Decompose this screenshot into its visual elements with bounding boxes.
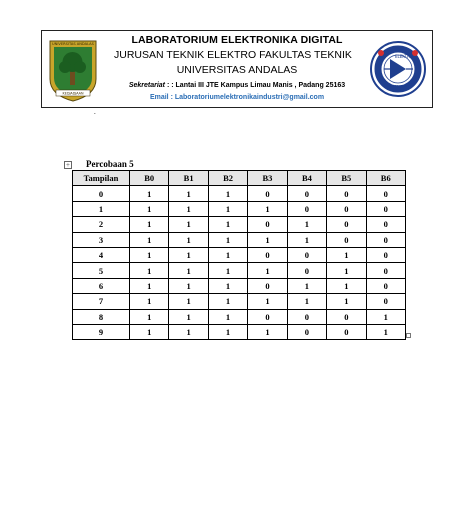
right-logo-text-bottom: PT TEKNIK [390,84,406,88]
bit-cell: 1 [130,201,169,216]
bit-cell: 1 [327,247,366,262]
bit-cell: 1 [287,294,326,309]
display-cell: 7 [73,294,130,309]
column-header: B5 [327,171,366,186]
right-logo-text: ELEKTRO [395,54,413,59]
column-header: B0 [130,171,169,186]
display-cell: 6 [73,278,130,293]
table-move-handle[interactable]: + [64,161,72,169]
column-header: B2 [208,171,247,186]
bit-cell: 1 [169,324,208,339]
table-row [73,309,406,324]
bit-cell: 1 [208,324,247,339]
bit-cell: 1 [130,294,169,309]
bit-cell: 1 [169,201,208,216]
bit-cell: 0 [287,324,326,339]
lab-title: LABORATORIUM ELEKTRONIKA DIGITAL [131,34,343,46]
left-logo-text-bottom: KEDJADJAAN [62,91,84,96]
bit-cell: 1 [130,247,169,262]
email-line: Email : Laboratoriumelektronikaindustri@gmail.com [149,94,325,101]
bit-cell: 0 [248,217,287,232]
bit-cell: 1 [208,232,247,247]
column-header: B3 [248,171,287,186]
table-row [73,324,406,339]
bit-cell: 1 [366,324,405,339]
address-text: : : Lantai III JTE Kampus Limau Manis , Padang 25163 [166,82,346,89]
bit-cell: 0 [287,263,326,278]
table-row [73,294,406,309]
column-header: B4 [287,171,326,186]
bit-cell: 0 [248,247,287,262]
bit-cell: 1 [248,294,287,309]
table-row [73,247,406,262]
lab-logo-icon [370,39,426,99]
bit-cell: 0 [366,278,405,293]
bit-cell: 1 [287,232,326,247]
bit-cell: 1 [248,324,287,339]
stray-dot: . [94,108,96,116]
bit-cell: 1 [208,263,247,278]
bit-cell: 1 [169,217,208,232]
address-label: Sekretariat [128,82,166,89]
bit-cell: 0 [366,201,405,216]
bit-cell: 0 [327,309,366,324]
bit-cell: 1 [130,232,169,247]
display-cell: 3 [73,232,130,247]
bit-cell: 1 [169,247,208,262]
bit-cell: 0 [327,201,366,216]
bit-cell: 0 [366,217,405,232]
column-header: B6 [366,171,405,186]
display-cell: 8 [73,309,130,324]
bit-cell: 0 [287,309,326,324]
table-row [73,201,406,216]
bit-cell: 1 [366,309,405,324]
bit-cell: 0 [287,247,326,262]
bit-cell: 0 [366,294,405,309]
table-header-row [73,171,406,186]
display-cell: 2 [73,217,130,232]
bit-cell: 0 [287,201,326,216]
bit-cell: 1 [287,217,326,232]
letterhead [41,30,433,108]
table-row [73,278,406,293]
bit-cell: 1 [287,278,326,293]
experiment-caption: Percobaan 5 [86,159,134,169]
bit-cell: 1 [208,201,247,216]
table-body [73,186,406,340]
bit-cell: 1 [208,278,247,293]
table-row [73,232,406,247]
bit-cell: 0 [327,186,366,201]
bit-cell: 1 [130,324,169,339]
bit-cell: 1 [130,186,169,201]
table-resize-handle[interactable] [406,333,411,338]
bit-cell: 1 [130,309,169,324]
bit-cell: 1 [130,217,169,232]
bit-cell: 1 [208,294,247,309]
table-row [73,263,406,278]
table-row [73,186,406,201]
display-cell: 9 [73,324,130,339]
university-line: UNIVERSITAS ANDALAS [176,64,298,76]
bit-cell: 1 [208,247,247,262]
bit-cell: 1 [327,263,366,278]
bit-cell: 0 [248,309,287,324]
bit-cell: 0 [248,278,287,293]
display-cell: 1 [73,201,130,216]
bit-cell: 0 [366,263,405,278]
bit-cell: 1 [327,278,366,293]
department-line: JURUSAN TEKNIK ELEKTRO FAKULTAS TEKNIK [114,49,352,61]
display-cell: 5 [73,263,130,278]
bit-cell: 1 [169,278,208,293]
bit-cell: 1 [169,232,208,247]
bit-cell: 0 [287,186,326,201]
bit-cell: 0 [366,186,405,201]
bit-cell: 1 [208,186,247,201]
column-header: Tampilan [73,171,130,186]
table-row [73,217,406,232]
bit-cell: 1 [130,278,169,293]
display-cell: 0 [73,186,130,201]
truth-table [72,170,406,340]
bit-cell: 0 [366,232,405,247]
bit-cell: 1 [208,309,247,324]
bit-cell: 1 [169,263,208,278]
bit-cell: 0 [327,232,366,247]
left-logo-text-top: UNIVERSITAS ANDALAS [52,42,94,46]
bit-cell: 0 [327,217,366,232]
bit-cell: 0 [327,324,366,339]
display-cell: 4 [73,247,130,262]
bit-cell: 1 [169,309,208,324]
bit-cell: 1 [208,217,247,232]
bit-cell: 0 [366,247,405,262]
bit-cell: 0 [248,186,287,201]
bit-cell: 1 [169,186,208,201]
bit-cell: 1 [327,294,366,309]
bit-cell: 1 [248,263,287,278]
bit-cell: 1 [130,263,169,278]
bit-cell: 1 [248,201,287,216]
column-header: B1 [169,171,208,186]
bit-cell: 1 [248,232,287,247]
bit-cell: 1 [169,294,208,309]
